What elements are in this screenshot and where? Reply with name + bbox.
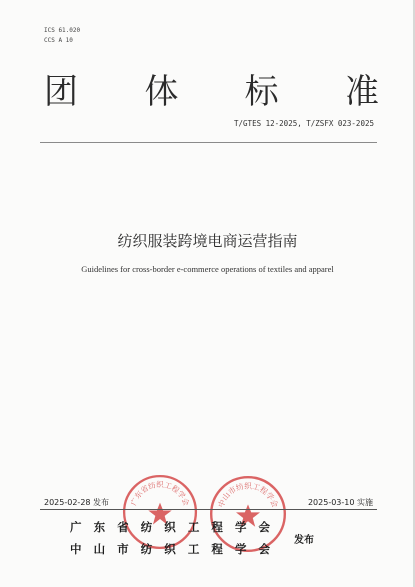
issuer-char: 程	[211, 520, 223, 534]
issuer-char: 会	[258, 542, 270, 556]
issuer-char: 程	[211, 542, 223, 556]
standard-type-char: 准	[344, 72, 379, 112]
issuer-seal-1	[121, 473, 199, 551]
publish-label: 发布	[294, 535, 314, 546]
standard-type-heading	[44, 64, 379, 113]
classification-codes	[44, 26, 80, 46]
issuer-char: 织	[164, 542, 176, 556]
release-date: 2025-02-28 发布	[44, 498, 110, 507]
implement-date: 2025-03-10 实施	[307, 498, 373, 507]
issuer-char: 省	[117, 520, 129, 534]
issuer-char: 纺	[140, 520, 153, 534]
ccs-code: CCS A 10	[44, 37, 73, 44]
issuer-char: 织	[164, 520, 176, 534]
document-subtitle-en: Guidelines for cross-border e-commerce operations of textiles and apparel	[81, 264, 334, 274]
ics-code: ICS 61.020	[44, 27, 81, 34]
standard-type-char: 标	[244, 72, 279, 112]
issuer-char: 中	[70, 542, 82, 556]
seal-1-text: 广东省纺织工程学会	[128, 480, 192, 507]
issuer-char: 山	[93, 542, 106, 556]
standard-number: T/GTES 12-2025, T/ZSFX 023-2025	[234, 119, 374, 128]
issuer-char: 学	[234, 520, 247, 534]
issuer-char: 广	[70, 520, 82, 534]
document-title: 纺织服装跨境电商运营指南	[117, 232, 298, 250]
standard-type-char: 体	[144, 72, 179, 112]
issuer-char: 工	[187, 520, 200, 534]
bottom-divider	[40, 509, 377, 510]
issuer-char: 工	[187, 542, 200, 556]
seal-2-text: 中山市纺织工程学会	[216, 481, 280, 509]
issuer-line-2	[70, 541, 270, 557]
standard-type-char: 团	[44, 72, 78, 112]
issuer-char: 东	[93, 520, 106, 534]
issuer-char: 市	[117, 542, 129, 556]
issuer-char: 学	[234, 542, 247, 556]
issuer-line-1	[70, 519, 270, 535]
issuer-char: 纺	[140, 542, 153, 556]
issuer-char: 会	[258, 520, 270, 534]
top-divider	[40, 142, 377, 143]
